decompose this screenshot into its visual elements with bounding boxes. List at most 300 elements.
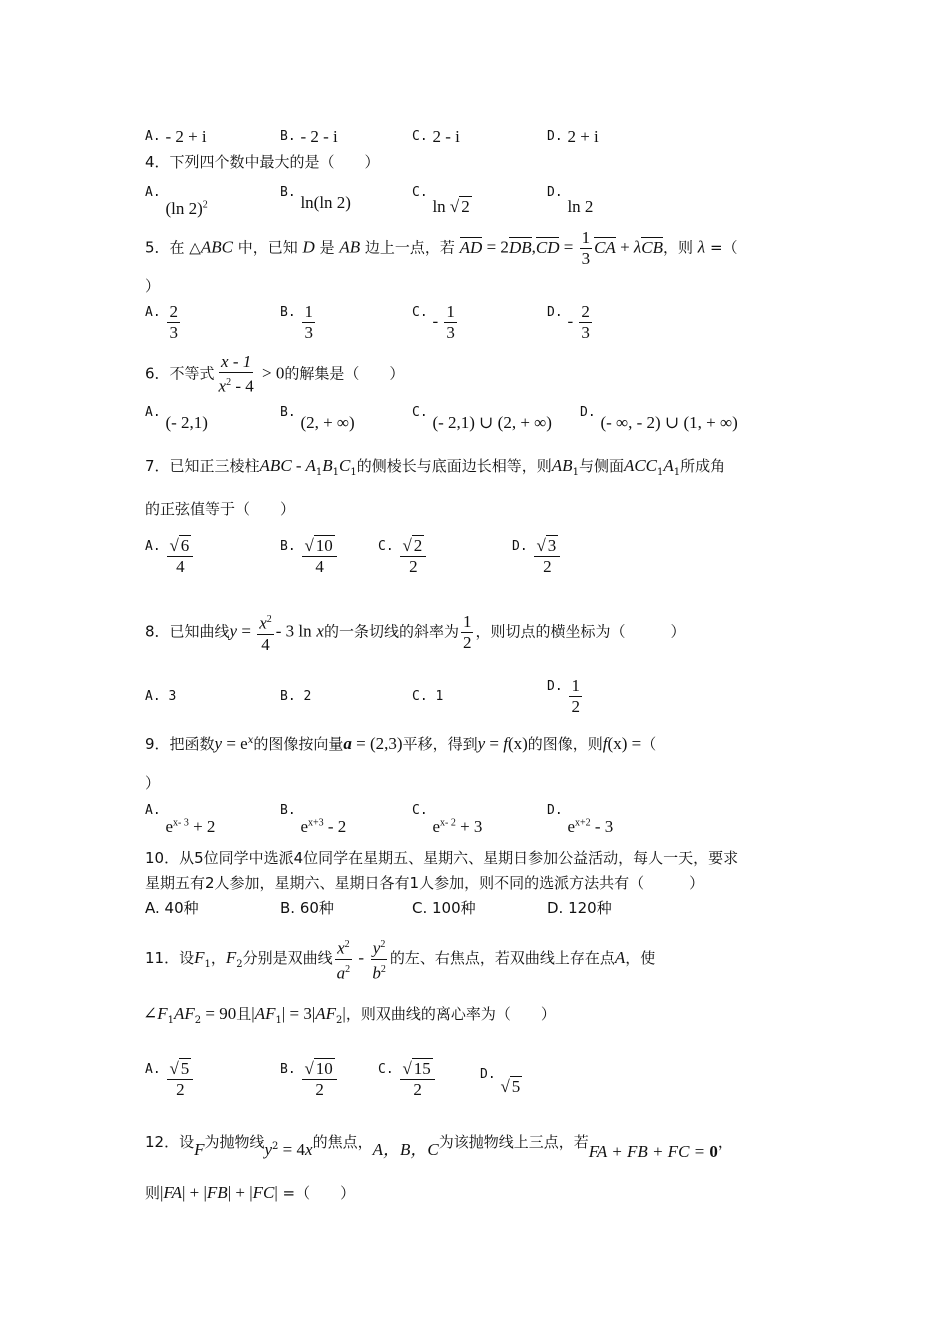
math: x [218, 376, 227, 396]
q5-option-d[interactable] [547, 302, 594, 343]
sqrt: √ 3 [536, 536, 557, 555]
option-label: A. [145, 539, 161, 554]
option-label: D. [512, 539, 528, 554]
option-label: B. [280, 1062, 296, 1077]
math: , [531, 237, 536, 257]
q4-stem: 4．下列四个数中最大的是（ ） [145, 153, 380, 171]
stem-text: 的解集是（ ） [284, 364, 405, 383]
option-label: B. [280, 539, 296, 554]
option-label: A. [145, 803, 161, 818]
abs-bar: | [249, 1183, 253, 1202]
fraction [167, 536, 193, 577]
stem-text: 与侧面 [578, 457, 624, 475]
abs-bar: | [342, 1004, 346, 1023]
math: AF [315, 1004, 337, 1023]
sqrt: √ 10 [304, 1059, 333, 1078]
stem-text: 9．把函数 [145, 735, 215, 753]
option-text: ln [432, 197, 446, 216]
fraction [400, 536, 426, 577]
denominator: 3 [581, 249, 591, 268]
option-label: A. [145, 129, 161, 144]
math: f [602, 734, 608, 753]
q9-close-paren: ） [145, 774, 161, 792]
subscript: 1 [204, 959, 211, 971]
math: ABC [200, 237, 233, 257]
q4-option-b[interactable] [280, 182, 351, 212]
numerator: 1 [462, 611, 472, 631]
math: FB [206, 1183, 228, 1202]
math: + [615, 237, 634, 257]
numerator [257, 610, 274, 635]
vector: CD [535, 237, 560, 257]
math: = 4 [278, 1140, 306, 1159]
stem-text: 8．已知曲线 [145, 622, 230, 641]
sign: - [567, 311, 578, 331]
numerator [302, 1059, 336, 1080]
math: λ [697, 237, 706, 257]
math: AB [339, 237, 361, 257]
radicand: 10 [315, 536, 333, 555]
sqrt: √ 2 [402, 536, 423, 555]
denominator: 4 [315, 557, 324, 576]
denominator: 3 [169, 323, 178, 342]
subscript: 1 [572, 467, 579, 478]
exponent: 2 [272, 1141, 279, 1152]
q10-option-c[interactable]: C. 100种 [412, 899, 476, 917]
math: f [503, 734, 508, 753]
option-label: C. [412, 129, 428, 144]
math: F [194, 948, 205, 968]
denominator: 3 [446, 323, 455, 342]
option-text: (ln 2) [165, 198, 203, 218]
option-value: ln 2 [567, 197, 594, 216]
stem-text: ，使 [625, 949, 656, 968]
math: a [343, 734, 352, 753]
option-value [165, 817, 215, 836]
fraction [461, 612, 474, 653]
denominator: 3 [581, 323, 590, 342]
stem-text: 7．已知正三棱柱 [145, 457, 260, 475]
numerator [335, 935, 352, 960]
q11-option-d[interactable] [480, 1064, 522, 1096]
option-value [165, 199, 207, 218]
radicand: 6 [180, 536, 190, 555]
q3-option-d[interactable] [547, 126, 599, 148]
math: > 0 [257, 363, 285, 383]
fraction [257, 610, 274, 655]
q7-option-d[interactable] [512, 536, 562, 577]
q8-option-c[interactable]: C. 1 [412, 689, 444, 704]
q4-option-d[interactable] [547, 182, 594, 216]
option-value [432, 817, 482, 836]
vector: DB [508, 237, 532, 257]
math: λ [633, 237, 642, 257]
math: FA [163, 1183, 182, 1202]
math: - 4 [231, 376, 254, 396]
option-label: A. [145, 305, 161, 320]
math: = (2,3) [351, 734, 403, 753]
stem-text: 12．设 [145, 1133, 195, 1151]
option-label: D. [547, 305, 563, 320]
fraction [302, 1059, 336, 1100]
stem-text: 的焦点， [312, 1133, 373, 1151]
numerator: 1 [304, 302, 313, 321]
radicand: 5 [180, 1059, 190, 1078]
q8-option-a[interactable]: A. 3 [145, 689, 177, 704]
option-label: D. [480, 1067, 496, 1082]
denominator: 4 [176, 557, 185, 576]
math: b [372, 963, 381, 983]
stem-text: 则 [145, 1184, 161, 1202]
exponent: 2 [266, 614, 272, 625]
math: + 3 [455, 816, 483, 836]
fraction [569, 676, 582, 717]
q7-option-c[interactable] [378, 536, 428, 577]
q11-option-b[interactable] [280, 1059, 339, 1100]
math: - 2 [323, 816, 347, 836]
stem-text: =（ [705, 238, 738, 257]
fraction [217, 352, 256, 397]
math: y [372, 938, 381, 958]
math: FC [252, 1183, 275, 1202]
math: - 3 [590, 816, 614, 836]
option-label: A. [145, 405, 161, 420]
math: + [185, 1183, 204, 1202]
q5-stem [145, 228, 738, 269]
subscript: 2 [194, 1015, 202, 1026]
math: y [477, 734, 486, 753]
q9-option-b[interactable] [280, 800, 347, 836]
sqrt: √ 10 [304, 536, 333, 555]
math: F [225, 948, 237, 968]
subscript: 1 [167, 1015, 175, 1026]
q3-option-b[interactable] [280, 126, 338, 148]
math: = [485, 734, 504, 753]
option-label: D. [547, 803, 563, 818]
q5-close-paren: ） [145, 277, 161, 295]
q3-option-a[interactable] [145, 126, 207, 148]
math: x [259, 613, 267, 633]
sqrt: √ 2 [449, 197, 470, 216]
exponent: 2 [226, 377, 232, 388]
subscript: 1 [673, 467, 681, 478]
abs-bar: | [182, 1183, 186, 1202]
option-value: (- 2,1) [165, 413, 208, 432]
q5-option-b[interactable] [280, 302, 317, 343]
stem-text: 的图像按向量 [253, 735, 344, 753]
math-group [265, 1141, 313, 1159]
math: = [559, 237, 578, 257]
fraction [302, 302, 315, 343]
subscript: 1 [350, 467, 357, 478]
stem-text: 且 [236, 1005, 252, 1023]
math: ABC - A [259, 456, 316, 475]
stem-text: 分别是双曲线 [242, 949, 333, 968]
fraction [534, 536, 560, 577]
math: = e [222, 734, 248, 753]
q4-option-c[interactable] [412, 182, 472, 216]
abs-bar: | [160, 1183, 164, 1202]
numerator [167, 1059, 193, 1080]
option-value [300, 817, 346, 836]
math: F [194, 1140, 205, 1159]
stem-text: ，则双曲线的离心率为（ ） [345, 1005, 556, 1023]
math: B [322, 456, 333, 475]
fraction [335, 935, 353, 983]
math: - 3 ln [275, 621, 312, 641]
option-label: B. [280, 129, 296, 144]
sqrt: √ 15 [402, 1059, 431, 1078]
q8-option-b[interactable]: B. 2 [280, 689, 312, 704]
option-label: D. [547, 185, 563, 200]
q10-option-a[interactable]: A. 40种 [145, 899, 199, 917]
abs-bar: | [251, 1004, 255, 1023]
abs-bar: | [281, 1004, 286, 1023]
subscript: 1 [275, 1015, 282, 1026]
radicand: 10 [315, 1059, 333, 1078]
stem-text: 的侧棱长与底面边长相等，则 [356, 457, 552, 475]
q11-option-a[interactable] [145, 1059, 195, 1100]
denominator: 3 [304, 323, 313, 342]
q5-option-a[interactable] [145, 302, 182, 343]
stem-text: 11．设 [145, 949, 195, 968]
option-label: D. [547, 679, 563, 694]
stem-text: 的图像，则 [527, 735, 603, 753]
q5-option-c[interactable] [412, 302, 459, 343]
abs-bar: | [227, 1183, 232, 1202]
option-label: D. [580, 405, 596, 420]
exponent: x+3 [307, 817, 324, 828]
option-value [567, 817, 613, 836]
exponent: 2 [345, 963, 351, 975]
denominator: 2 [315, 1080, 324, 1099]
q6-option-b[interactable] [280, 402, 355, 432]
math: = 2 [482, 237, 509, 257]
subscript: 2 [236, 959, 243, 971]
option-label: B. [280, 305, 296, 320]
math: A [663, 456, 674, 475]
option-value: 2 + i [567, 127, 599, 146]
q10-stem-line2: 星期五有2人参加，星期六、星期日各有1人参加，则不同的选派方法共有（ ） [145, 874, 705, 892]
math: (x) = [607, 734, 642, 753]
math: ACC [623, 456, 658, 475]
math: - [354, 948, 369, 968]
q7-option-a[interactable] [145, 536, 195, 577]
q6-option-a[interactable] [145, 402, 208, 432]
math: C [339, 456, 351, 475]
q3-option-c[interactable] [412, 126, 460, 148]
denominator: 2 [176, 1080, 185, 1099]
fraction [444, 302, 457, 343]
option-label: B. [280, 185, 296, 200]
q9-stem [145, 730, 656, 755]
option-label: C. [412, 803, 428, 818]
denominator: 2 [409, 557, 418, 576]
q7-option-b[interactable] [280, 536, 339, 577]
exponent: x+2 [574, 817, 591, 828]
math: y [214, 734, 223, 753]
option-value: (- 2,1) ∪ (2, + ∞) [432, 413, 552, 432]
stem-text: 中，已知 [232, 238, 303, 257]
q9-option-a[interactable] [145, 800, 216, 836]
abs-bar: | [274, 1183, 278, 1202]
math: A [614, 948, 626, 968]
subscript: 1 [657, 467, 664, 478]
q11-option-c[interactable] [378, 1059, 437, 1100]
q4-option-a[interactable] [145, 182, 208, 218]
sqrt: √ 5 [169, 1059, 190, 1078]
stem-text: 为抛物线 [204, 1133, 265, 1151]
stem-text: 边上一点，若 [360, 238, 460, 257]
math: e [567, 816, 575, 836]
denominator: 2 [462, 632, 472, 652]
denominator [217, 373, 256, 397]
stem-text: ，则切点的横坐标为（ ） [475, 622, 686, 641]
math: e [165, 816, 173, 836]
option-value: (- ∞, - 2) ∪ (1, + ∞) [600, 413, 738, 432]
exponent: 2 [202, 199, 208, 210]
option-label: B. [280, 405, 296, 420]
option-label: A. [145, 185, 161, 200]
stem-text: 为该抛物线上三点，若 [438, 1133, 589, 1151]
numerator [167, 536, 193, 557]
q10-option-d[interactable]: D. 120种 [547, 899, 612, 917]
fraction [167, 1059, 193, 1100]
math: AB [551, 456, 573, 475]
denominator: 2 [413, 1080, 422, 1099]
q9-option-d[interactable] [547, 800, 614, 836]
fraction [167, 302, 180, 343]
subscript: 1 [332, 467, 340, 478]
numerator: x - 1 [221, 352, 252, 371]
q7-stem [145, 455, 725, 484]
stem-text: 的一条切线的斜率为 [323, 622, 459, 641]
option-value [432, 197, 471, 216]
q10-option-b[interactable]: B. 60种 [280, 899, 334, 917]
stem-text: =（ ） [277, 1184, 356, 1202]
fraction [302, 536, 336, 577]
option-label: C. [378, 1062, 394, 1077]
math: = 3 [285, 1004, 312, 1023]
option-label: C. [412, 185, 428, 200]
math: x [337, 938, 345, 958]
numerator [371, 935, 388, 960]
option-value: - 2 - i [300, 127, 338, 146]
subscript: 2 [336, 1015, 343, 1026]
radicand: 15 [413, 1059, 431, 1078]
math: a [336, 963, 346, 983]
stem-text: 6．不等式 [145, 364, 215, 383]
stem-text: 平移，得到 [402, 735, 478, 753]
numerator [534, 536, 560, 557]
q6-option-d[interactable] [580, 402, 738, 432]
denominator: 2 [571, 697, 580, 716]
sign: - [432, 311, 443, 331]
option-label: B. [280, 803, 296, 818]
q10-stem-line1: 10．从5位同学中选派4位同学在星期五、星期六、星期日参加公益活动，每人一天，要求 [145, 849, 739, 867]
fraction [400, 1059, 434, 1100]
q9-option-c[interactable] [412, 800, 483, 836]
math: FA + FB + FC = [588, 1142, 710, 1161]
math: 0 [709, 1142, 718, 1161]
vector: CA [594, 237, 616, 257]
abs-bar: | [311, 1004, 316, 1023]
numerator: 1 [446, 302, 455, 321]
option-value: ln(ln 2) [300, 193, 351, 212]
math: ∠F [143, 1004, 168, 1023]
stem-text: ， [717, 1133, 733, 1151]
math: = 90 [201, 1004, 237, 1023]
denominator: 4 [261, 634, 270, 654]
numerator: 2 [169, 302, 178, 321]
stem-text: ，则 [663, 238, 698, 257]
math: x [316, 621, 324, 641]
math: y [229, 621, 238, 641]
radicand: 3 [547, 536, 557, 555]
q6-stem [145, 352, 404, 397]
q11-condition [143, 1003, 556, 1032]
option-value [500, 1077, 522, 1096]
vector: CB [641, 237, 664, 257]
option-label: C. [412, 405, 428, 420]
q7-stem-line2: 的正弦值等于（ ） [145, 500, 296, 518]
option-label: A. [145, 1062, 161, 1077]
math: A，B，C [372, 1140, 439, 1159]
stem-text: 的左、右焦点，若双曲线上存在点 [389, 949, 615, 968]
sqrt: √ 5 [500, 1077, 521, 1096]
fraction [370, 935, 388, 983]
math: = [237, 621, 256, 641]
q8-stem [145, 610, 685, 655]
stem-text: ， [210, 949, 226, 968]
denominator [370, 960, 388, 984]
q8-option-d[interactable] [547, 676, 584, 717]
stem-text: （ [641, 735, 657, 753]
math: AF [174, 1004, 195, 1023]
option-value: - 2 + i [165, 127, 207, 146]
option-label: C. [412, 305, 428, 320]
exponent: x [247, 735, 254, 746]
q12-stem [145, 1128, 733, 1161]
math: e [300, 816, 308, 836]
denominator: 2 [543, 557, 552, 576]
math: AF [254, 1004, 276, 1023]
option-value: (2, + ∞) [300, 413, 355, 432]
numerator [302, 536, 336, 557]
math: D [302, 237, 315, 257]
exponent: 2 [344, 939, 350, 950]
exponent: 2 [380, 939, 386, 950]
q12-question [145, 1182, 355, 1204]
subscript: 1 [315, 467, 323, 478]
numerator [400, 1059, 434, 1080]
vector: AD [459, 237, 483, 257]
exponent: 2 [380, 963, 386, 975]
stem-text: 5．在 △ [145, 238, 201, 257]
math: y [264, 1140, 273, 1159]
math: (x) [507, 734, 528, 753]
math-group [589, 1143, 718, 1161]
math: + 2 [188, 816, 216, 836]
math: + [231, 1183, 250, 1202]
numerator: 2 [581, 302, 590, 321]
exponent: x- 2 [439, 817, 456, 828]
exponent: x- 3 [172, 817, 189, 828]
q6-option-c[interactable] [412, 402, 552, 432]
stem-text: 是 [314, 238, 340, 257]
numerator: 1 [571, 676, 580, 695]
option-value: 2 - i [432, 127, 460, 146]
